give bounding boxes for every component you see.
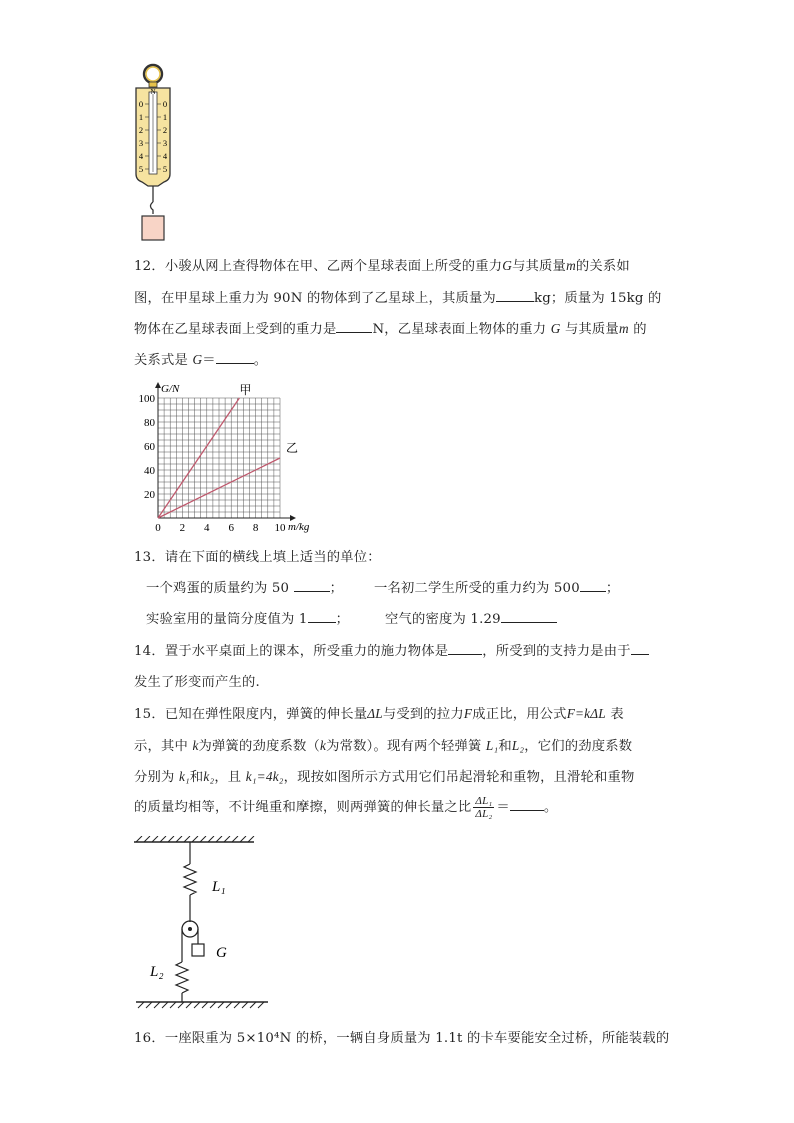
series-label: 乙 bbox=[286, 441, 299, 455]
q13-line-2: 一个鸡蛋的质量约为 50 ； bbox=[146, 581, 344, 596]
y-tick-label: 20 bbox=[144, 489, 155, 501]
q13-line-1: 13．请在下面的横线上填上适当的单位： bbox=[134, 550, 381, 565]
q13-line-3: 实验室用的量筒分度值为 1 ； bbox=[146, 612, 350, 627]
scale-tick-left: 3 bbox=[138, 138, 144, 148]
answer-blank[interactable] bbox=[501, 610, 557, 623]
x-tick-label: 4 bbox=[204, 522, 210, 534]
q16-line-1: 16．一座限重为 5×10⁴N 的桥，一辆自身质量为 1.1t 的卡车要能安全过桥，所能装载的 bbox=[134, 1031, 670, 1046]
y-tick-label: 40 bbox=[144, 465, 155, 477]
scale-tick-left: 0 bbox=[138, 99, 144, 109]
x-tick-label: 0 bbox=[155, 522, 161, 534]
q12-line-4: 关系式是 G＝ 。 bbox=[134, 352, 268, 368]
y-tick-label: 60 bbox=[144, 441, 155, 453]
scale-unit: N bbox=[150, 88, 156, 96]
scale-tick-right: 2 bbox=[162, 125, 168, 135]
label-L1: L₁ bbox=[212, 879, 226, 895]
q15-line-2: 示，其中 k为弹簧的劲度系数（k为常数）。现有两个轻弹簧 L₁和L₂，它们的劲度系数 bbox=[134, 738, 633, 754]
q15-line-1: 15．已知在弹性限度内，弹簧的伸长量ΔL与受到的拉力F成正比，用公式F=kΔL 表 bbox=[134, 706, 624, 722]
q12-line-1: 12．小骏从网上查得物体在甲、乙两个星球表面上所受的重力G与其质量m的关系如 bbox=[134, 258, 630, 274]
answer-blank[interactable] bbox=[580, 579, 606, 592]
answer-blank[interactable] bbox=[336, 320, 372, 333]
scale-tick-left: 2 bbox=[138, 125, 144, 135]
label-G: G bbox=[216, 945, 227, 961]
answer-blank[interactable] bbox=[496, 289, 534, 302]
answer-blank[interactable] bbox=[308, 610, 336, 623]
q14-line-1: 14．置于水平桌面上的课本，所受重力的施力物体是 ，所受到的支持力是由于 bbox=[134, 640, 649, 659]
x-tick-label: 8 bbox=[252, 522, 259, 534]
q15-line-4: 的质量均相等，不计绳重和摩擦，则两弹簧的伸长量之比 $\frac{\text{ΔL₁}}{\text{ΔL₂}}$ ＝ 。 bbox=[134, 795, 558, 820]
scale-tick-right: 0 bbox=[162, 99, 168, 109]
scale-tick-right: 5 bbox=[162, 164, 168, 174]
x-axis-label: m/kg bbox=[288, 521, 310, 533]
q15-line-3: 分别为 k₁和k₂，且 k₁=4k₂，现按如图所示方式用它们吊起滑轮和重物，且滑轮和重物 bbox=[134, 769, 635, 785]
scale-tick-left: 4 bbox=[138, 151, 144, 161]
q13-line-2b: 一名初二学生所受的重力约为 500 ； bbox=[374, 581, 620, 596]
answer-blank[interactable] bbox=[631, 642, 649, 655]
ratio-fraction: $\frac{\text{ΔL₁}}{\text{ΔL₂}}$ bbox=[475, 795, 493, 820]
q14-line-2: 发生了形变而产生的. bbox=[134, 675, 260, 690]
answer-blank[interactable] bbox=[216, 351, 254, 364]
scale-tick-right: 4 bbox=[162, 151, 168, 161]
q13-line-3b: 空气的密度为 1.29 bbox=[385, 608, 557, 627]
q12-line-2: 图，在甲星球上重力为 90N 的物体到了乙星球上，其质量为 kg；质量为 15kg 的 bbox=[134, 291, 662, 306]
answer-blank[interactable] bbox=[448, 642, 482, 655]
label-L2: L₂ bbox=[150, 964, 164, 980]
x-tick-label: 2 bbox=[179, 522, 186, 534]
scale-tick-left: 1 bbox=[138, 112, 144, 122]
spring-pulley-diagram bbox=[132, 836, 272, 1012]
scale-tick-right: 1 bbox=[162, 112, 168, 122]
spring-scale-figure bbox=[128, 62, 178, 244]
answer-blank[interactable] bbox=[510, 798, 544, 811]
x-tick-label: 10 bbox=[274, 522, 286, 534]
y-tick-label: 100 bbox=[138, 393, 155, 405]
x-tick-label: 6 bbox=[228, 522, 234, 534]
y-axis-label: G/N bbox=[161, 383, 180, 395]
scale-tick-right: 3 bbox=[162, 138, 168, 148]
q12-line-3: 物体在乙星球表面上受到的重力是 N，乙星球表面上物体的重力 G 与其质量m 的 bbox=[134, 321, 647, 337]
scale-tick-left: 5 bbox=[138, 164, 144, 174]
y-tick-label: 80 bbox=[144, 417, 155, 429]
gravity-mass-chart bbox=[128, 372, 328, 536]
answer-blank[interactable] bbox=[294, 579, 330, 592]
series-label: 甲 bbox=[239, 383, 252, 397]
